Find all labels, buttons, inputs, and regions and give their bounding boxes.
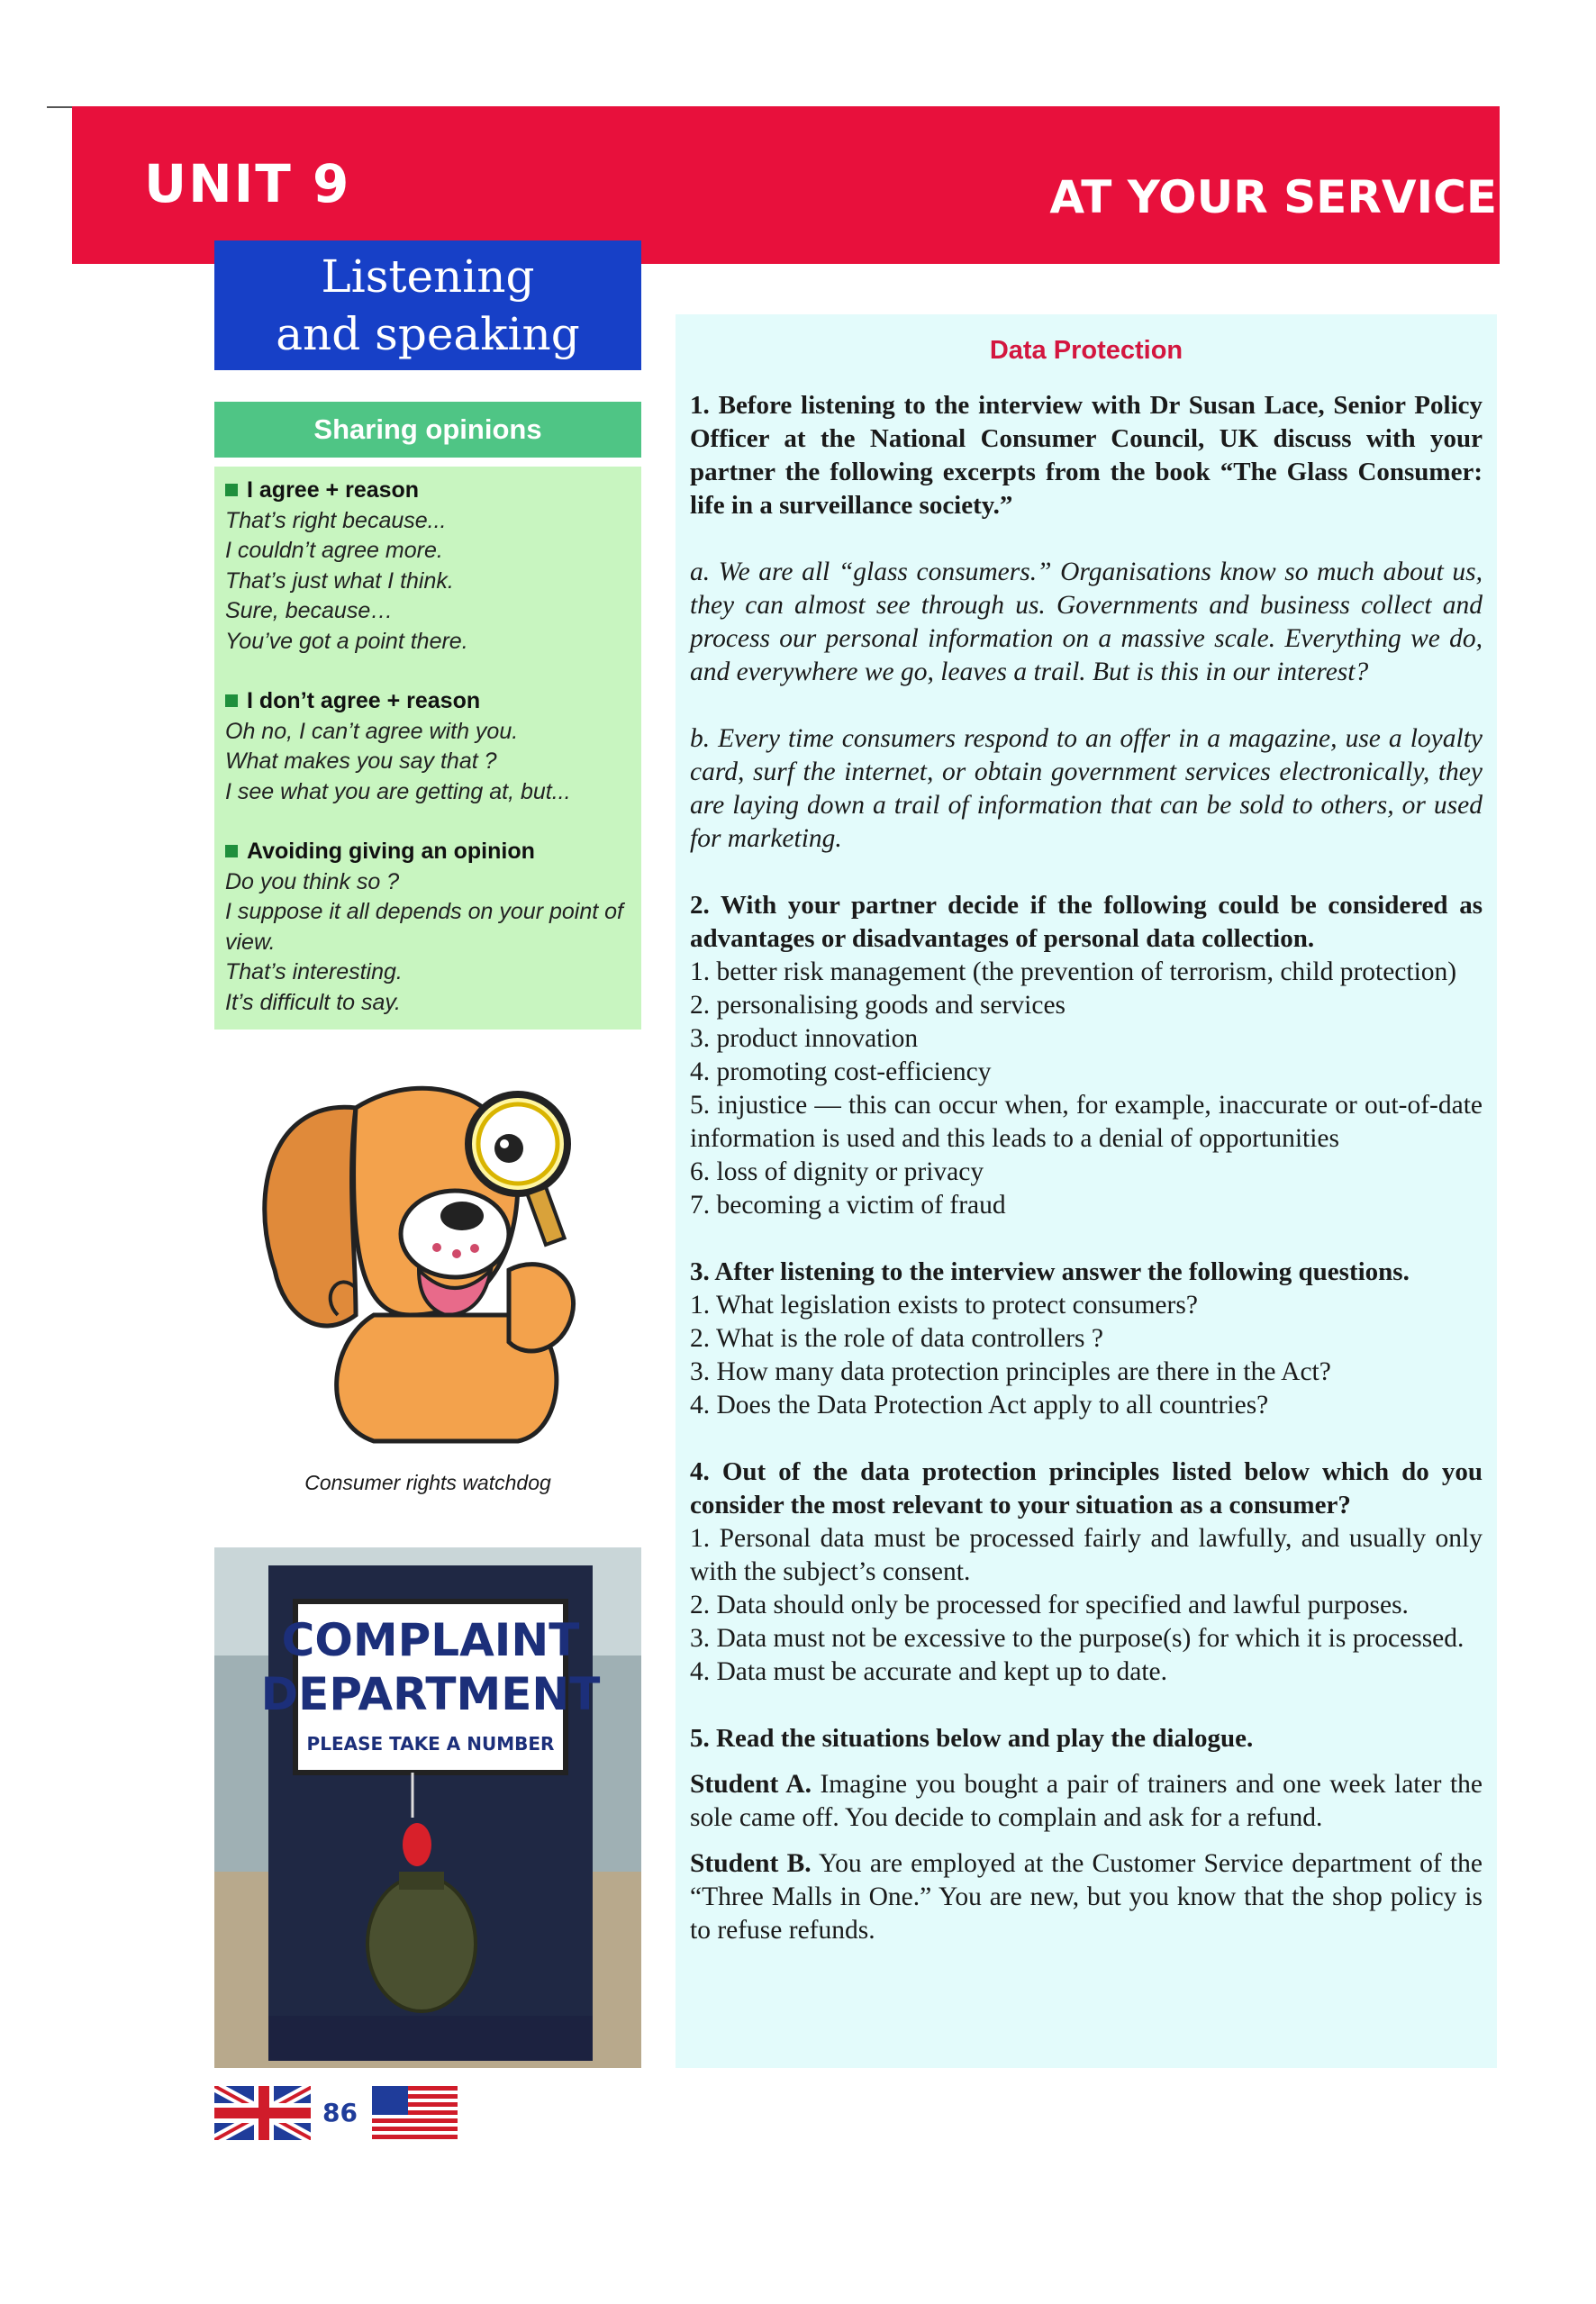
question-4-section xyxy=(690,1456,1483,1689)
list-item: 4. Data must be accurate and kept up to date. xyxy=(690,1657,1167,1686)
bullet-square-icon xyxy=(225,694,238,707)
opinion-group-disagree xyxy=(225,686,632,807)
complaint-photo-drawing xyxy=(214,1547,641,2068)
opinion-phrase: You’ve got a point there. xyxy=(225,628,468,654)
top-rule xyxy=(47,106,74,108)
opinion-phrase: I see what you are getting at, but... xyxy=(225,778,571,804)
list-item: 3. How many data protection principles are there in the Act? xyxy=(690,1357,1331,1386)
list-item: 5. injustice — this can occur when, for example, inaccurate or out-of-date information is used and this leads to a denial of opportunities xyxy=(690,1091,1483,1153)
list-item: 7. becoming a victim of fraud xyxy=(690,1191,1006,1220)
opinion-phrase: What makes you say that ? xyxy=(225,748,497,774)
illustration-caption: Consumer rights watchdog xyxy=(304,1471,551,1494)
list-item: 4. Does the Data Protection Act apply to all countries? xyxy=(690,1391,1269,1420)
student-b-label: Student B. xyxy=(690,1849,812,1878)
list-item: 2. What is the role of data controllers ? xyxy=(690,1324,1104,1353)
list-item: 6. loss of dignity or privacy xyxy=(690,1157,984,1186)
section-line-2: and speaking xyxy=(276,308,580,360)
section-box xyxy=(214,240,641,370)
question-1: 1. Before listening to the interview with Dr Susan Lace, Senior Policy Officer at the National Consumer Council, UK discuss with your partner the following excerpts from the book “The Glass Consumer: life in a surveillance society.” xyxy=(690,391,1483,520)
opinion-phrase: Oh no, I can’t agree with you. xyxy=(225,718,519,744)
list-item: 2. personalising goods and services xyxy=(690,991,1066,1020)
sharing-opinions-box xyxy=(214,467,641,1030)
sharing-opinions-heading: Sharing opinions xyxy=(214,402,641,458)
opinion-phrase: Do you think so ? xyxy=(225,868,400,894)
page-number: 86 xyxy=(311,2086,369,2140)
opinion-phrase: Sure, because… xyxy=(225,598,394,623)
opinion-group-agree xyxy=(225,476,632,657)
question-4: 4. Out of the data protection principles listed below which do you consider the most relevant to your situation as a consumer? xyxy=(690,1457,1483,1519)
complaint-department-photo xyxy=(214,1547,641,2068)
student-b-paragraph xyxy=(690,1847,1483,1947)
panel-title: Data Protection xyxy=(989,336,1183,365)
list-item: 4. promoting cost-efficiency xyxy=(690,1057,992,1086)
list-item: 1. better risk management (the prevention of terrorism, child protection) xyxy=(690,957,1457,986)
opinion-phrase: It’s difficult to say. xyxy=(225,989,401,1015)
list-item: 3. product innovation xyxy=(690,1024,919,1053)
list-item: 1. What legislation exists to protect consumers? xyxy=(690,1291,1198,1320)
opinion-phrase: That’s interesting. xyxy=(225,959,403,984)
question-5-section xyxy=(690,1722,1483,1947)
section-line-1: Listening xyxy=(321,250,535,303)
list-item: 1. Personal data must be processed fairly and lawfully, and usually only with the subject’s consent. xyxy=(690,1524,1483,1586)
bullet-square-icon xyxy=(225,484,238,496)
us-flag-icon xyxy=(372,2086,458,2140)
opinion-phrase: That’s just what I think. xyxy=(225,567,454,594)
watchdog-illustration xyxy=(221,1045,608,1459)
unit-title: UNIT 9 xyxy=(144,153,351,214)
question-3-section xyxy=(690,1256,1483,1422)
uk-flag-icon xyxy=(214,2086,313,2140)
sign-line-1: COMPLAINT xyxy=(281,1614,580,1666)
excerpt-b: b. Every time consumers respond to an offer in a magazine, use a loyalty card, surf the internet, or obtain government services electronically, they are laying down a trail of information that can be sold to others, or used for marketing. xyxy=(690,724,1483,853)
student-a-text: Imagine you bought a pair of trainers and one week later the sole came off. You decide to complain and ask for a refund. xyxy=(690,1770,1483,1832)
sign-line-2: DEPARTMENT xyxy=(260,1668,601,1720)
opinion-group-title: Avoiding giving an opinion xyxy=(247,839,535,864)
chapter-title: AT YOUR SERVICE xyxy=(1049,171,1497,223)
student-a-paragraph xyxy=(690,1768,1483,1835)
list-item: 3. Data must not be excessive to the purpose(s) for which it is processed. xyxy=(690,1624,1465,1653)
opinion-phrase: I couldn’t agree more. xyxy=(225,538,443,563)
sign-line-3: PLEASE TAKE A NUMBER xyxy=(306,1733,555,1755)
student-b-text: You are employed at the Customer Service department of the “Three Malls in One.” You are new, but you know that the shop policy is to refuse refunds. xyxy=(690,1849,1483,1945)
excerpt-a: a. We are all “glass consumers.” Organisations know so much about us, they can almost see through us. Governments and business collect and process our personal information on a massive scale. Everything we do, and everywhere we go, leaves a trail. But is this in our interest? xyxy=(690,558,1483,686)
list-item: 2. Data should only be processed for specified and lawful purposes. xyxy=(690,1591,1409,1619)
opinion-group-title: I don’t agree + reason xyxy=(247,688,481,713)
opinion-phrase: That’s right because... xyxy=(225,507,447,533)
student-a-label: Student A. xyxy=(690,1770,812,1799)
question-2-section xyxy=(690,889,1483,1222)
opinion-phrase: I suppose it all depends on your point of view. xyxy=(225,899,623,955)
opinion-group-title: I agree + reason xyxy=(247,477,420,503)
opinion-group-avoid xyxy=(225,837,632,1018)
question-2: 2. With your partner decide if the following could be considered as advantages or disadvantages of personal data collection. xyxy=(690,891,1483,953)
data-protection-panel xyxy=(676,314,1497,2068)
question-5: 5. Read the situations below and play the dialogue. xyxy=(690,1724,1254,1753)
bullet-square-icon xyxy=(225,845,238,857)
question-3: 3. After listening to the interview answer the following questions. xyxy=(690,1257,1410,1286)
